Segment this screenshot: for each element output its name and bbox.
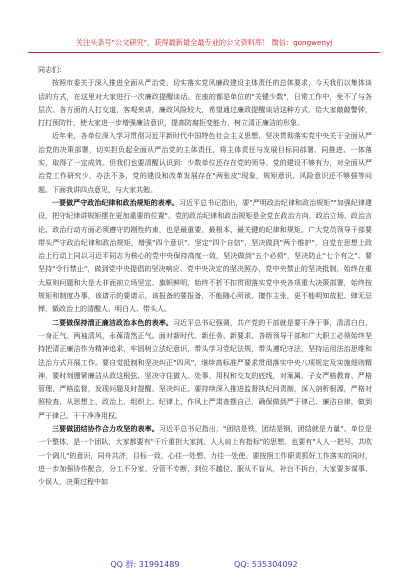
promo-banner: 关注头条号"公文研究"，获得最新最全最专业的公文资料库！ 微信：gongwenyj bbox=[75, 38, 333, 47]
page-footer bbox=[0, 560, 408, 570]
paragraph bbox=[38, 423, 372, 489]
paragraph bbox=[38, 197, 372, 317]
paragraph-text: 近年来，各单位深入学习贯彻习近平新时代中国特色社会主义思想，坚决贯彻落实党中央关于全面从严治党的决策部署，切实担负起全面从严治党的主体责任，将主体责任与发展目标同部署、同推进、一体落实，取得了一定成效。但我们也要清醒认识到：少数单位还存在党的领导、党的建设不够有力，对全面从严治党工作研究少、办法不多，党的建设和改革发展存在"两张皮"现象，规矩意识、风险意识还不够强等问题。下面我讲四点意见，与大家共勉。 bbox=[38, 132, 372, 194]
paragraph bbox=[38, 130, 372, 196]
greeting: 同志们： bbox=[38, 66, 66, 74]
paragraph bbox=[38, 317, 372, 423]
paragraph-heading: 二要做保持清正廉洁政治本色的表率。 bbox=[52, 318, 173, 327]
qq-number: QQ: 535304092 bbox=[234, 560, 298, 569]
paragraph bbox=[38, 77, 372, 130]
qq-group-number: QQ 群: 31991489 bbox=[110, 560, 180, 569]
paragraph-heading: 三要做团结协作合力攻坚的表率。 bbox=[52, 425, 159, 434]
paragraph-text: 习近平总书记指出，"团结是铁，团结是钢，团结就是力量"。单位是一个整体，是一个团队，大家都要有"干斤重担大家挑、人人肩上有指标"的思想，也要有"人人一把号、共吹一个调儿"的意识，同舟共济，目标一致，心往一处想，力往一处使。要按照工作职责抓好工作落实的同时，进一步加强协作配合，分工不分家、分管不专断，到位不越位、服从不盲从，补台不拆台，大家要多谋事、少误人，决策过程中如 bbox=[38, 425, 372, 487]
paragraph-heading: 一要做严守政治纪律和政治规矩的表率。 bbox=[52, 198, 179, 207]
paragraph-text: 习近平总书记指出，要"严明政治纪律和政治规矩""加强纪律建设，把守纪律讲规矩摆在更加重要的位置"。党的政治纪律和政治规矩是全党在政治方向、政治立场、政治言论、政治行动方面必须遵守的刚性约束，也是最重要、最根本、最关键的纪律和规矩。广大党员领导干部要带头严守政治纪律和政治规矩，增强"四个意识"、坚定"四个自信"、坚决做到"两个维护"，自觉在思想上政治上行动上同以习近平同志为核心的党中央保持高度一致，坚决做到"五个必须"，坚决防止"七个有之"。要坚持"令行禁止"，做到党中央提倡的坚决响应、党中央决定的坚决照办，党中央禁止的坚决抵制，始终在重大原则问题和大是大非面前立场坚定、旗帜鲜明，始终不折不扣贯彻落实党中央各项重大决策部署，始终按规矩和制度办事，该请示的要请示，该报备的要报备，不能随心所欲、擅作主张，更不能明知故犯、肆无忌惮，做政治上的清醒人、明白人、带头人。 bbox=[38, 198, 372, 314]
document-body bbox=[38, 64, 372, 490]
paragraph-text: 习近平总书记强调，共产党的干部就是要干净干事，清清白白、一身正气、两袖清风，永葆清然正气。面对新时代、新任务、新要求，各级领导干部和广大职工必须始终坚持把清正廉洁作为精神追求，牢固树立法纪意识，带头学习党纪法规，带头遵纪守法，坚持运用法治思维和法治方式开展工作。要自觉抵制和坚决纠正"四风"，继续高标准严要求贯彻落实中央八项规定及实施细则精神，要时刻绷紧廉洁从政这根弦，坚决守住做人、处事、用权和交友的底线，对案属、子女严格教育、严格管理、严格监督，发现问题及时提醒、坚决纠正。要持续深入推进监督执纪问责制，深入剖析根源，严格对照检查，从思想上、政治上、组织上、纪律上，作风上严肃查摆自己，确保做到严于律己、廉洁自律，做到严于律己、干干净净用权。 bbox=[38, 318, 373, 420]
header-divider bbox=[28, 52, 380, 53]
paragraph-text: 按照市委关于深入推进全面从严治党、切实落实党风廉政建设主体责任的总体要求，今天我们以集体谈话的方式，在这里对大家进行一次廉政提醒谈话。在座的都是单位的"关键少数"，日常工作中，免不了与各层次、各方面的人打交道，客观来讲，廉政风险较大，希望通过廉政提醒谈话这种方式，给大家敲敲警钟，打打预防针，使大家进一步增强廉洁意识，提高防腐拒变能力，树立清正廉洁的形象。 bbox=[38, 79, 372, 128]
